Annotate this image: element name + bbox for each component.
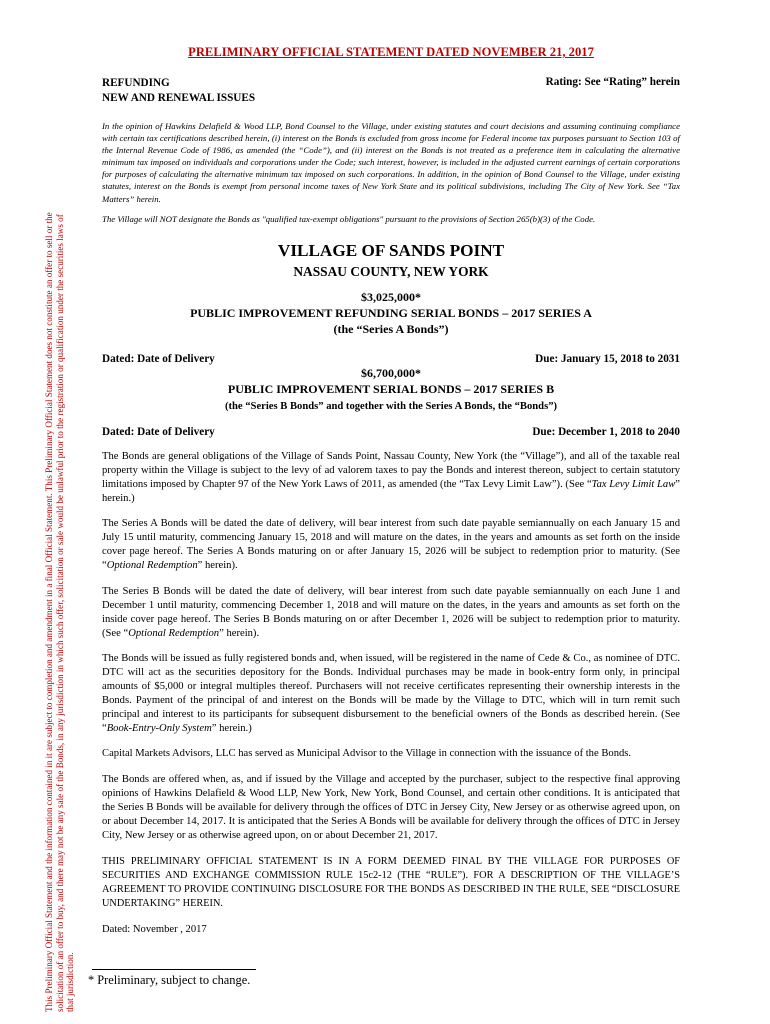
issuer-name: VILLAGE OF SANDS POINT — [277, 240, 505, 260]
red-herring-legend — [44, 12, 76, 1012]
tax-exempt-designation: The Village will NOT designate the Bonds as "qualified tax-exempt obligations" pursuant to the provisions of Section 265(b)(3) of the Code. — [102, 213, 596, 224]
legend-line-1: This Preliminary Official Statement and the information contained in it are subject to completion and amendment in a final Official Statement. This Preliminary Official Statement does not constitute an offer to sell or the — [44, 212, 54, 1012]
paragraph-book-entry: The Bonds will be issued as fully registered bonds and, when issued, will be registered in the name of Cede & Co., as nominee of DTC. DTC will act as the securities depository for the Bonds. Individual purchases may be made in book-entry form only, in principal amounts of $5,000 or integral multiples thereof. Purchasers will not receive certificates representing their ownership interests in the Bonds. Payment of the principal of and interest on the Bonds will be made by the Village to DTC, which will in turn remit such principal and interest to its participants for subsequent disbursement to the beneficial owners of the Bonds as described herein. (See “Book-Entry-Only System” herein.) — [102, 652, 680, 735]
issuer-county: NASSAU COUNTY, NEW YORK — [293, 263, 489, 279]
footnote: * Preliminary, subject to change. — [88, 973, 251, 987]
document-header: PRELIMINARY OFFICIAL STATEMENT DATED NOVEMBER 21, 2017 — [188, 45, 594, 59]
main-content — [102, 45, 680, 937]
series-a-alias: (the “Series A Bonds”) — [333, 321, 449, 336]
legend-line-3: that jurisdiction. — [65, 952, 76, 1012]
series-a-amount: $3,025,000* — [361, 289, 421, 304]
series-a-title: PUBLIC IMPROVEMENT REFUNDING SERIAL BONDS – 2017 SERIES A — [190, 305, 592, 320]
series-a-dated: Dated: Date of Delivery — [102, 352, 215, 365]
issue-line-1: REFUNDING — [102, 77, 170, 89]
paragraph-series-b-terms: The Series B Bonds will be dated the date of delivery, will bear interest from such date payable semiannually on each June 1 and December 1 until maturity, commencing December 1, 2018 and will mature on the dates, in the years and amounts as set forth on the inside cover page hereof. The Series B Bonds maturing on or after December 1, 2026 will be subject to redemption prior to maturity. (See “Optional Redemption” herein). — [102, 585, 680, 639]
series-a-due: Due: January 15, 2018 to 2031 — [535, 352, 680, 365]
rating-note: Rating: See “Rating” herein — [545, 76, 680, 88]
series-b-due: Due: December 1, 2018 to 2040 — [532, 425, 680, 438]
issue-rating-row — [102, 76, 680, 106]
series-b-alias: (the “Series B Bonds” and together with the Series A Bonds, the “Bonds”) — [224, 400, 558, 412]
series-a-dates — [102, 353, 680, 365]
series-b-dated: Dated: Date of Delivery — [102, 425, 215, 438]
paragraph-general-obligations: The Bonds are general obligations of the Village of Sands Point, Nassau County, New York (the “Village”), and all of the taxable real property within the Village is subject to the levy of ad valorem taxes to pay the Bonds and interest thereon, subject to certain statutory limitations imposed by Chapter 97 of the New York Laws of 2011, as amended (the “Tax Levy Limit Law”). (See “Tax Levy Limit Law” herein.) — [102, 450, 680, 505]
footnote-divider — [92, 969, 256, 970]
paragraph-delivery: The Bonds are offered when, as, and if issued by the Village and accepted by the purchaser, subject to the respective final approving opinions of Hawkins Delafield & Wood LLP, New York, New York, Bond Counsel, and certain other conditions. It is anticipated that the Series B Bonds will be available for delivery through the offices of DTC in Jersey City, New Jersey or as otherwise agreed upon, on or about December 14, 2017. It is anticipated that the Series A Bonds will be available for delivery through the offices of DTC in Jersey City, New Jersey or as otherwise agreed upon, on or about December 21, 2017. — [102, 773, 680, 841]
legend-line-2: solicitation of an offer to buy, and there may not be any sale of the Bonds, in any jurisdiction in which such offer, solicitation or sale would be unlawful prior to the registration or qualification under the securities laws of — [54, 214, 65, 1012]
document-date: Dated: November , 2017 — [102, 924, 207, 936]
paragraph-series-a-terms: The Series A Bonds will be dated the date of delivery, will bear interest from such date payable semiannually on each January 15 and July 15 until maturity, commencing January 15, 2018 and will mature on the dates, in the years and amounts as set forth on the inside cover page hereof. The Series A Bonds maturing on or after January 15, 2026 will be subject to redemption prior to maturity. (See “Optional Redemption” herein). — [102, 518, 680, 572]
series-b-amount: $6,700,000* — [361, 365, 421, 380]
paragraph-disclosure: THIS PRELIMINARY OFFICIAL STATEMENT IS IN A FORM DEEMED FINAL BY THE VILLAGE FOR PURPOSES OF SECURITIES AND EXCHANGE COMMISSION RULE 15c2-12 (THE “RULE”). FOR A DESCRIPTION OF THE VILLAGE’S AGREEMENT TO PROVIDE CONTINUING DISCLOSURE FOR THE BONDS AS DESCRIBED IN THE RULE, SEE “DISCLOSURE UNDERTAKING” HEREIN. — [102, 856, 680, 910]
issue-type — [102, 76, 255, 106]
series-b-dates — [102, 426, 680, 438]
paragraph-municipal-advisor: Capital Markets Advisors, LLC has served as Municipal Advisor to the Village in connection with the issuance of the Bonds. — [102, 748, 632, 760]
series-b-title: PUBLIC IMPROVEMENT SERIAL BONDS – 2017 SERIES B — [227, 381, 555, 396]
issue-line-2: NEW AND RENEWAL ISSUES — [102, 92, 256, 104]
tax-opinion: In the opinion of Hawkins Delafield & Wood LLP, Bond Counsel to the Village, under existing statutes and court decisions and assuming continuing compliance with certain tax certifications described herein, (i) interest on the Bonds is excluded from gross income for Federal income tax purposes pursuant to Section 103 of the Internal Revenue Code of 1986, as amended (the “Code”), and (ii) interest on the Bonds is not treated as a preference item in calculating the alternative minimum tax imposed on individuals and corporations under the Code; such interest, however, is included in the adjusted current earnings of certain corporations for purposes of calculating the alternative minimum tax imposed on such corporations. In addition, in the opinion of Bond Counsel to the Village, under existing statutes, interest on the Bonds is exempt from personal income taxes of New York State and its political subdivisions, including The City of New York. See “Tax Matters” herein. — [102, 121, 680, 204]
